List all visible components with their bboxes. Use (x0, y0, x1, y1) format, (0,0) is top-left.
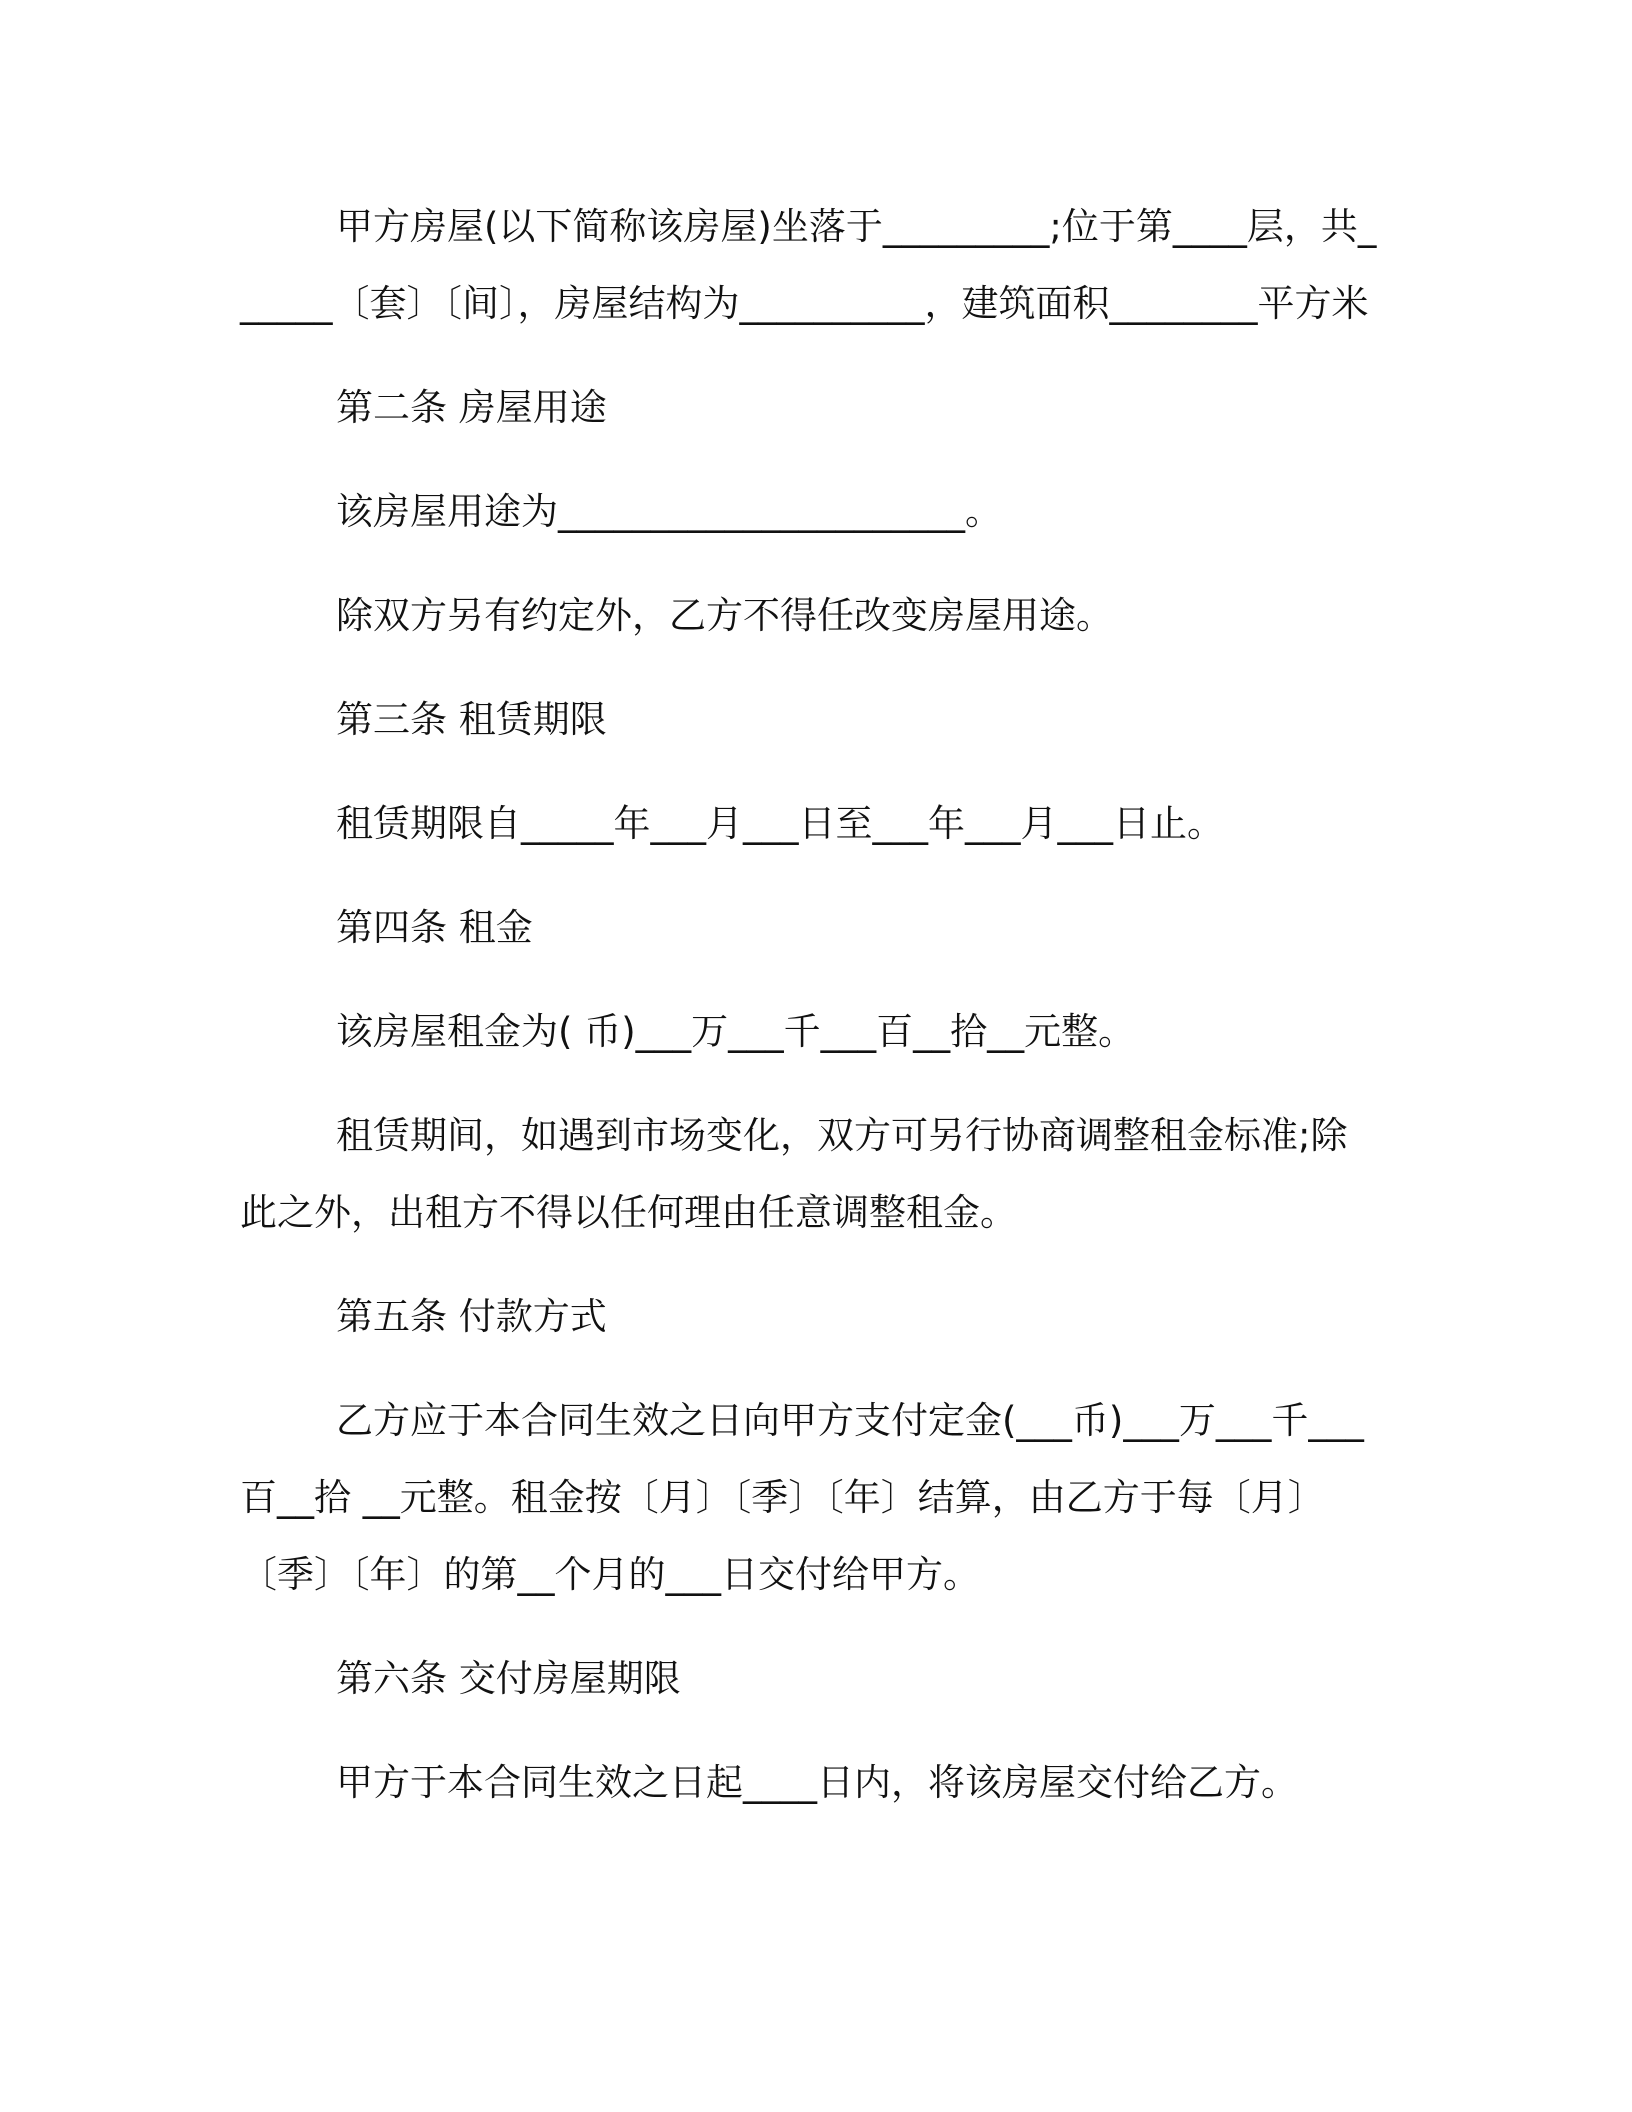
paragraph-usage: 该房屋用途为______________________。 (336, 490, 1002, 533)
article-4-heading: 第四条 租金 (336, 906, 533, 949)
paragraph-rent-adjustment: 租赁期间，如遇到市场变化，双方可另行协商调整租金标准;除此之外，出租方不得以任何理由任意调整租金。 (240, 1114, 1348, 1234)
contract-body (240, 188, 1380, 1848)
article-6-heading: 第六条 交付房屋期限 (336, 1657, 681, 1700)
paragraph-lease-term: 租赁期限自_____年___月___日至___年___月___日止。 (336, 802, 1224, 845)
article-3-heading: 第三条 租赁期限 (336, 698, 607, 741)
article-5-heading: 第五条 付款方式 (336, 1295, 607, 1338)
paragraph-rent-amount: 该房屋租金为( 币)___万___千___百__拾__元整。 (336, 1010, 1136, 1053)
paragraph-delivery: 甲方于本合同生效之日起____日内，将该房屋交付给乙方。 (336, 1761, 1298, 1804)
article-2-heading: 第二条 房屋用途 (336, 386, 607, 429)
paragraph-usage-restriction: 除双方另有约定外，乙方不得任改变房屋用途。 (336, 594, 1113, 637)
paragraph-payment: 乙方应于本合同生效之日向甲方支付定金(___币)___万___千___百__拾 __元整。租金按〔月〕〔季〕〔年〕结算，由乙方于每〔月〕〔季〕〔年〕的第__个月的___日交付给甲方。 (240, 1399, 1364, 1596)
paragraph-location: 甲方房屋(以下简称该房屋)坐落于_________;位于第____层，共______〔套〕〔间〕，房屋结构为__________，建筑面积________平方米 (240, 205, 1377, 325)
